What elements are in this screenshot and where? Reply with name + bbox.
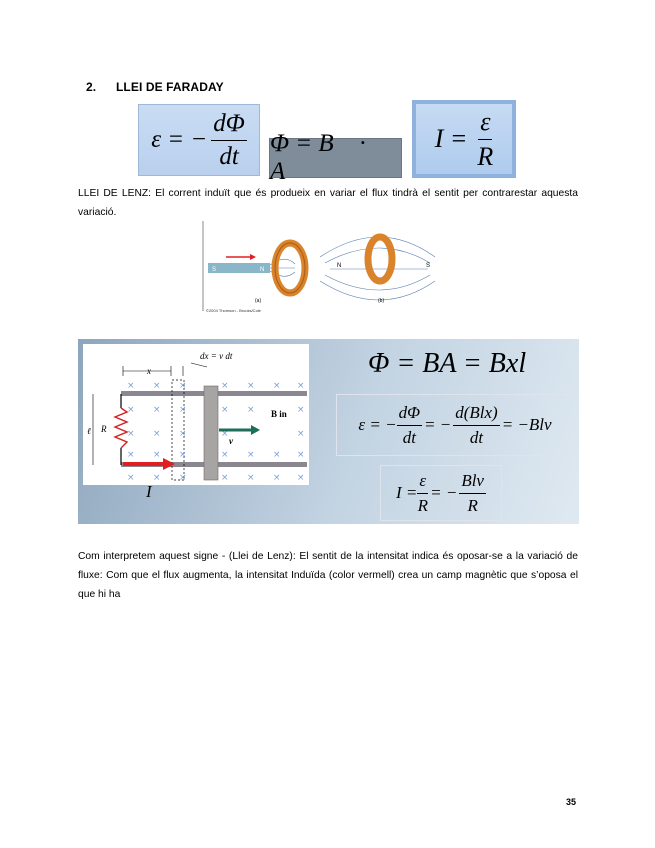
svg-text:×: × [221,450,229,460]
panel-emf-equation [336,394,574,456]
panel-emf-den2: dt [469,427,484,447]
l-label: ℓ [87,426,91,436]
svg-text:×: × [273,450,281,460]
svg-text:×: × [153,381,161,391]
svg-text:×: × [127,450,135,460]
panel-current-num1: ε [417,471,428,494]
magnet-loop-figure [200,219,440,317]
label-b: (b) [378,298,385,304]
current-equation-box [412,100,516,178]
motion-arrow-head [250,254,256,260]
svg-text:×: × [179,381,187,391]
svg-text:×: × [221,473,229,483]
panel-emf-num2: d(Blx) [453,403,499,426]
svg-text:×: × [179,429,187,439]
svg-text:×: × [297,429,305,439]
svg-text:×: × [247,473,255,483]
magnet-n-label: N [260,267,265,273]
svg-text:×: × [153,429,161,439]
loop-ring-b [368,237,392,281]
svg-text:×: × [127,473,135,483]
svg-text:×: × [247,381,255,391]
dx-leader [191,363,207,367]
resistor [115,408,127,448]
velocity-arrow-head [251,425,260,435]
x-label: x [147,366,151,376]
flux-equation-box [269,130,402,185]
panel-current-den2: R [467,495,478,515]
pole-s-b: S [426,263,431,269]
emf-fraction [211,110,247,171]
emf-equation-box [138,104,260,176]
svg-text:×: × [179,473,187,483]
svg-text:×: × [153,405,161,415]
flux-equation: Φ = B⃗ · A⃗ [270,130,366,185]
b-label: B in [271,409,287,419]
emf-numerator: dΦ [211,110,247,141]
pole-n-b: N [337,263,342,269]
panel-current-equation [380,465,502,521]
panel-flux-equation: Φ = BA = Bxl [368,348,527,379]
panel-emf-frac1 [397,403,422,448]
dx-label: dx = v dt [200,351,233,361]
label-a: (a) [255,298,262,304]
svg-text:×: × [153,450,161,460]
panel-current-lhs: I = [396,483,418,502]
magnet-s-label: S [212,267,217,273]
panel-emf-tail: = −Blv [501,415,552,434]
page-number: 35 [566,797,577,807]
svg-text:×: × [127,429,135,439]
svg-text:×: × [127,405,135,415]
svg-text:×: × [273,473,281,483]
panel-emf-lhs: ε = − [358,415,397,434]
svg-text:×: × [297,381,305,391]
section-heading [86,80,224,94]
svg-text:×: × [179,405,187,415]
svg-text:×: × [221,429,229,439]
panel-current-frac2 [459,471,486,516]
i-label: I [146,482,152,501]
svg-text:×: × [297,405,305,415]
panel-emf-den1: dt [402,427,416,447]
interpretation-paragraph: Com interpretem aquest signe - (Llei de Lenz): El sentit de la intensitat indica és oposar-se a la variació de fluxe: Com que el flux augmenta, la intensitat Induïda (color vermell) crea un camp magnètic que s’oposa el que hi ha [78,551,578,600]
panel-current-eq: = − [430,483,458,502]
svg-text:×: × [297,450,305,460]
v-label: v [229,436,233,446]
svg-text:×: × [297,473,305,483]
panel-emf-frac2 [453,403,499,448]
current-fraction [477,107,493,172]
emf-denominator: dt [219,142,239,170]
panel-current-frac1 [417,471,428,516]
moving-rod [204,386,218,480]
lenz-paragraph: LLEI DE LENZ: El corrent induït que és produeix en variar el flux tindrà el sentit per contrarestar aquesta variació. [78,188,578,218]
svg-text:×: × [179,450,187,460]
svg-text:×: × [221,381,229,391]
r-label: R [101,424,107,434]
panel-current-num2: Blv [459,471,486,494]
svg-text:×: × [127,381,135,391]
emf-lhs: ε = − [151,126,208,153]
current-denominator: R [477,141,494,171]
section-number: 2. [86,80,97,94]
section-title: LLEI DE FARADAY [116,80,224,94]
svg-text:×: × [247,450,255,460]
current-lhs: I = [434,124,468,153]
svg-text:×: × [273,381,281,391]
svg-text:×: × [153,473,161,483]
panel-current-den1: R [417,495,428,515]
svg-text:×: × [221,405,229,415]
figure-caption: ©2004 Thomson - Brooks/Cole [206,308,261,313]
current-arrow-head [163,458,175,470]
svg-text:×: × [247,405,255,415]
current-numerator: ε [478,107,492,140]
rod-diagram [83,344,309,504]
panel-emf-eq: = − [424,415,452,434]
panel-emf-num1: dΦ [397,403,422,426]
